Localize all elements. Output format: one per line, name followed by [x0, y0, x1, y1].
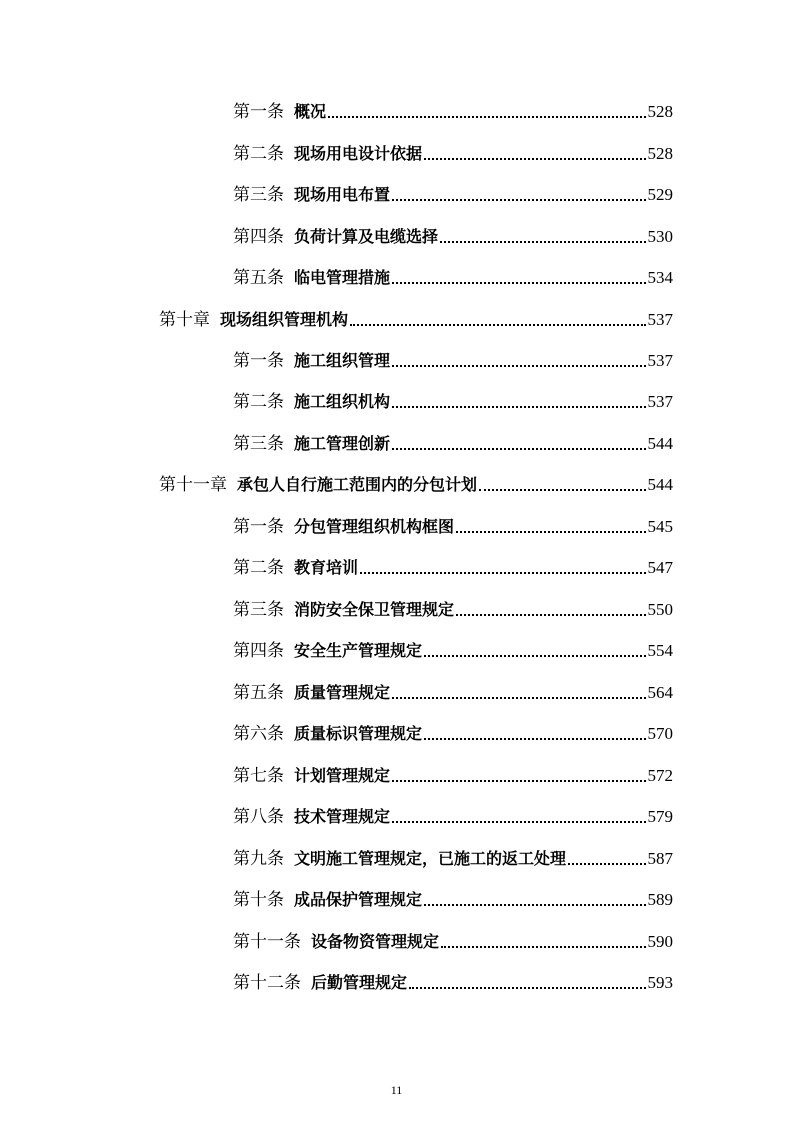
toc-entry-page: 545	[647, 517, 673, 536]
toc-entry[interactable]	[233, 344, 673, 372]
toc-entry-page: 572	[647, 766, 673, 785]
toc-entry[interactable]	[233, 95, 673, 123]
toc-entry-page: 537	[647, 310, 673, 329]
toc-entry-number: 第六条	[233, 724, 284, 743]
toc-entry-title: 质量标识管理规定	[294, 724, 423, 743]
toc-entry-page: 547	[647, 558, 673, 577]
toc-entry[interactable]	[233, 842, 673, 870]
toc-entry-title: 质量管理规定	[294, 683, 391, 702]
toc-entry[interactable]	[233, 551, 673, 579]
toc-entry-title: 现场用电设计依据	[294, 144, 423, 163]
toc-leader-dots	[392, 697, 645, 699]
toc-entry-page: 528	[647, 144, 673, 163]
toc-entry-title: 安全生产管理规定	[294, 641, 423, 660]
toc-entry-number: 第三条	[233, 434, 284, 453]
toc-leader-dots	[456, 614, 645, 616]
toc-entry-number: 第十一条	[233, 932, 301, 951]
toc-entry-number: 第二条	[233, 392, 284, 411]
toc-entry-title: 成品保护管理规定	[294, 890, 423, 909]
toc-entry-title: 教育培训	[294, 558, 359, 577]
toc-entry-page: 570	[647, 724, 673, 743]
toc-entry[interactable]	[233, 593, 673, 621]
toc-entry[interactable]	[233, 717, 673, 745]
toc-entry-title: 施工管理创新	[294, 434, 391, 453]
toc-entry-page: 593	[647, 973, 673, 992]
toc-entry[interactable]	[233, 634, 673, 662]
toc-entry-title: 负荷计算及电缆选择	[294, 227, 439, 246]
toc-entry-title: 临电管理措施	[294, 268, 391, 287]
toc-entry-number: 第四条	[233, 641, 284, 660]
toc-leader-dots	[441, 946, 645, 948]
toc-entry-number: 第十章	[159, 310, 210, 329]
toc-leader-dots	[328, 116, 645, 118]
toc-leader-dots	[392, 365, 645, 367]
toc-entry-page: 530	[647, 227, 673, 246]
toc-entry-title: 施工组织机构	[294, 392, 391, 411]
toc-entry-page: 528	[647, 102, 673, 121]
toc-entry-page: 590	[647, 932, 673, 951]
toc-leader-dots	[409, 987, 645, 989]
toc-entry-title: 后勤管理规定	[311, 973, 408, 992]
toc-entry-title: 消防安全保卫管理规定	[294, 600, 455, 619]
toc-entry-page: 589	[647, 890, 673, 909]
toc-entry-number: 第十二条	[233, 973, 301, 992]
toc-entry-number: 第四条	[233, 227, 284, 246]
toc-leader-dots	[440, 241, 645, 243]
toc-entry-number: 第五条	[233, 683, 284, 702]
toc-entry-title: 分包管理组织机构框图	[294, 517, 455, 536]
toc-entry-number: 第二条	[233, 144, 284, 163]
toc-leader-dots	[479, 489, 645, 491]
toc-entry-page: 529	[647, 185, 673, 204]
toc-entry[interactable]	[233, 178, 673, 206]
toc-entry-page: 579	[647, 807, 673, 826]
toc-entry-page: 534	[647, 268, 673, 287]
toc-entry[interactable]	[233, 385, 673, 413]
toc-leader-dots	[456, 531, 645, 533]
toc-entry-number: 第三条	[233, 600, 284, 619]
toc-entry[interactable]	[233, 759, 673, 787]
toc-leader-dots	[424, 904, 645, 906]
toc-leader-dots	[392, 199, 645, 201]
toc-entry-page: 564	[647, 683, 673, 702]
toc-leader-dots	[392, 282, 645, 284]
toc-entry-page: 587	[647, 849, 673, 868]
toc-leader-dots	[392, 448, 645, 450]
toc-entry-number: 第七条	[233, 766, 284, 785]
toc-leader-dots	[350, 324, 645, 326]
toc-entry-number: 第一条	[233, 351, 284, 370]
page-number: 11	[390, 1083, 403, 1097]
toc-entry-number: 第一条	[233, 102, 284, 121]
toc-entry-number: 第二条	[233, 558, 284, 577]
toc-entry[interactable]	[233, 261, 673, 289]
toc-entry[interactable]	[233, 220, 673, 248]
toc-entry-title: 计划管理规定	[294, 766, 391, 785]
toc-entry-number: 第一条	[233, 517, 284, 536]
toc-entry[interactable]	[233, 676, 673, 704]
toc-entry[interactable]	[233, 137, 673, 165]
toc-entry-title: 技术管理规定	[294, 807, 391, 826]
toc-leader-dots	[568, 863, 645, 865]
toc-entry-number: 第三条	[233, 185, 284, 204]
toc-entry-page: 537	[647, 351, 673, 370]
toc-chapter-entry[interactable]	[159, 303, 673, 331]
toc-entry-number: 第五条	[233, 268, 284, 287]
toc-leader-dots	[424, 158, 645, 160]
toc-entry-page: 554	[647, 641, 673, 660]
toc-entry[interactable]	[233, 883, 673, 911]
toc-entry-title: 施工组织管理	[294, 351, 391, 370]
toc-leader-dots	[424, 655, 645, 657]
toc-entry-title: 现场组织管理机构	[220, 310, 349, 329]
toc-chapter-entry[interactable]	[159, 468, 673, 496]
toc-entry[interactable]	[233, 427, 673, 455]
toc-entry-number: 第十条	[233, 890, 284, 909]
toc-leader-dots	[424, 738, 645, 740]
toc-entry-page: 550	[647, 600, 673, 619]
toc-entry-title: 概况	[294, 102, 327, 121]
toc-leader-dots	[392, 821, 645, 823]
toc-entry-page: 537	[647, 392, 673, 411]
toc-leader-dots	[392, 780, 645, 782]
toc-entry-title: 设备物资管理规定	[311, 932, 440, 951]
toc-entry-title: 现场用电布置	[294, 185, 391, 204]
toc-entry-number: 第十一章	[159, 475, 227, 494]
toc-entry-number: 第九条	[233, 849, 284, 868]
toc-entry-number: 第八条	[233, 807, 284, 826]
toc-leader-dots	[360, 572, 645, 574]
toc-entry[interactable]	[233, 966, 673, 994]
toc-leader-dots	[392, 406, 645, 408]
toc-entry[interactable]	[233, 800, 673, 828]
toc-entry-page: 544	[647, 475, 673, 494]
toc-entry-title: 承包人自行施工范围内的分包计划	[237, 475, 478, 494]
toc-entry-page: 544	[647, 434, 673, 453]
toc-entry[interactable]	[233, 510, 673, 538]
toc-entry[interactable]	[233, 925, 673, 953]
toc-entry-title: 文明施工管理规定，已施工的返工处理	[294, 849, 567, 868]
